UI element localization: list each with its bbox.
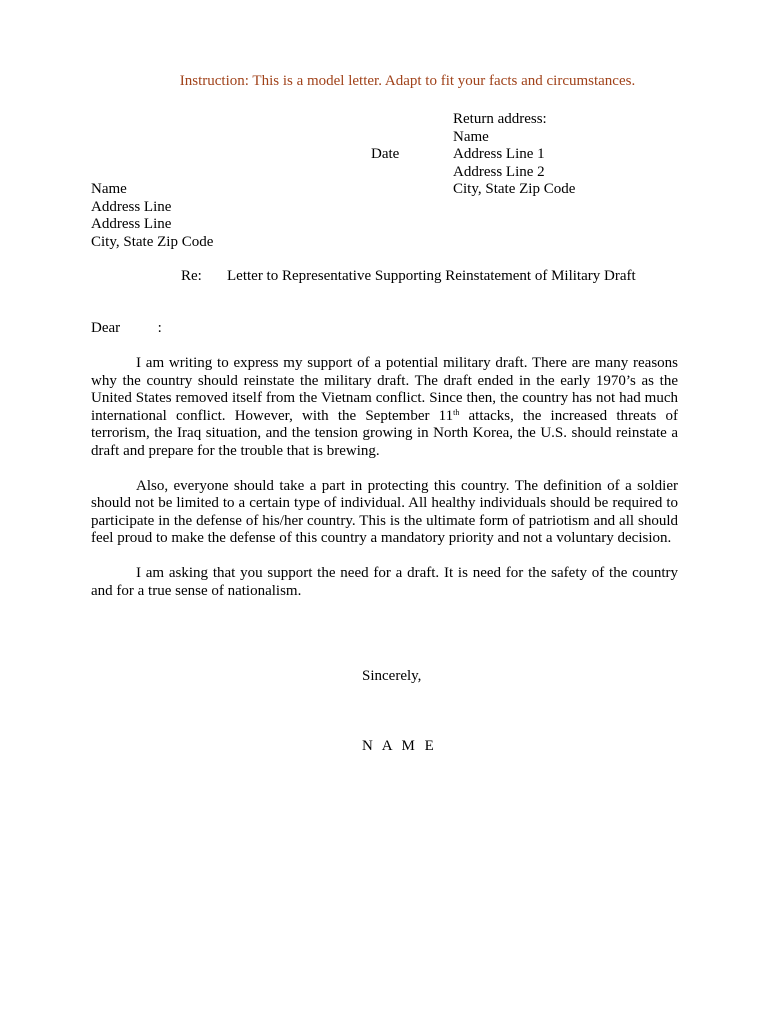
recipient-address-line-1: Address Line <box>91 198 172 215</box>
ordinal-suffix: th <box>453 407 460 417</box>
return-address-block <box>453 111 713 199</box>
subject-line <box>181 268 636 286</box>
signature-name: N A M E <box>362 738 437 754</box>
return-address-name: Name <box>453 128 489 145</box>
subject-text: Letter to Representative Supporting Reinstatement of Military Draft <box>227 268 636 284</box>
letter-body <box>91 355 678 618</box>
recipient-name: Name <box>91 181 127 197</box>
body-paragraph-1 <box>91 355 678 460</box>
return-address-heading: Return address: <box>453 111 547 127</box>
return-address-line-1: Address Line 1 <box>453 146 545 162</box>
closing: Sincerely, <box>362 668 422 684</box>
recipient-address-line-2: Address Line <box>91 216 172 232</box>
body-paragraph-1-text-a: I am writing to express my support of a potential military draft. There are many reasons why the country should reinstate the military draft. The draft ended in the early 1970’s as the United States removed itself from the Vietnam conflict. Since then, the country has not had much international conflict. However, with the September 11 <box>91 355 678 424</box>
subject-label: Re: <box>181 268 202 284</box>
salutation: Dear : <box>91 320 162 336</box>
recipient-address-block <box>91 181 351 251</box>
return-address-city-state-zip: City, State Zip Code <box>453 181 576 197</box>
body-paragraph-3: I am asking that you support the need for a draft. It is need for the safety of the country and for a true sense of nationalism. <box>91 565 678 599</box>
recipient-city-state-zip: City, State Zip Code <box>91 233 214 250</box>
body-paragraph-1-text-b: attacks, the increased threats of terrorism, the Iraq situation, and the tension growing in North Korea, the U.S. should reinstate a draft and prepare for the trouble that is brewing. <box>91 407 678 459</box>
return-address-line-2: Address Line 2 <box>453 163 545 180</box>
letter-date: Date <box>371 146 400 162</box>
instruction-note: Instruction: This is a model letter. Adapt to fit your facts and circumstances. <box>179 73 636 89</box>
body-paragraph-2: Also, everyone should take a part in protecting this country. The definition of a soldier should not be limited to a certain type of individual. All healthy individuals should be required to participate in the defense of his/her country. This is the ultimate form of patriotism and all should feel proud to make the defense of this country a mandatory priority and not a voluntary decision. <box>91 477 678 546</box>
